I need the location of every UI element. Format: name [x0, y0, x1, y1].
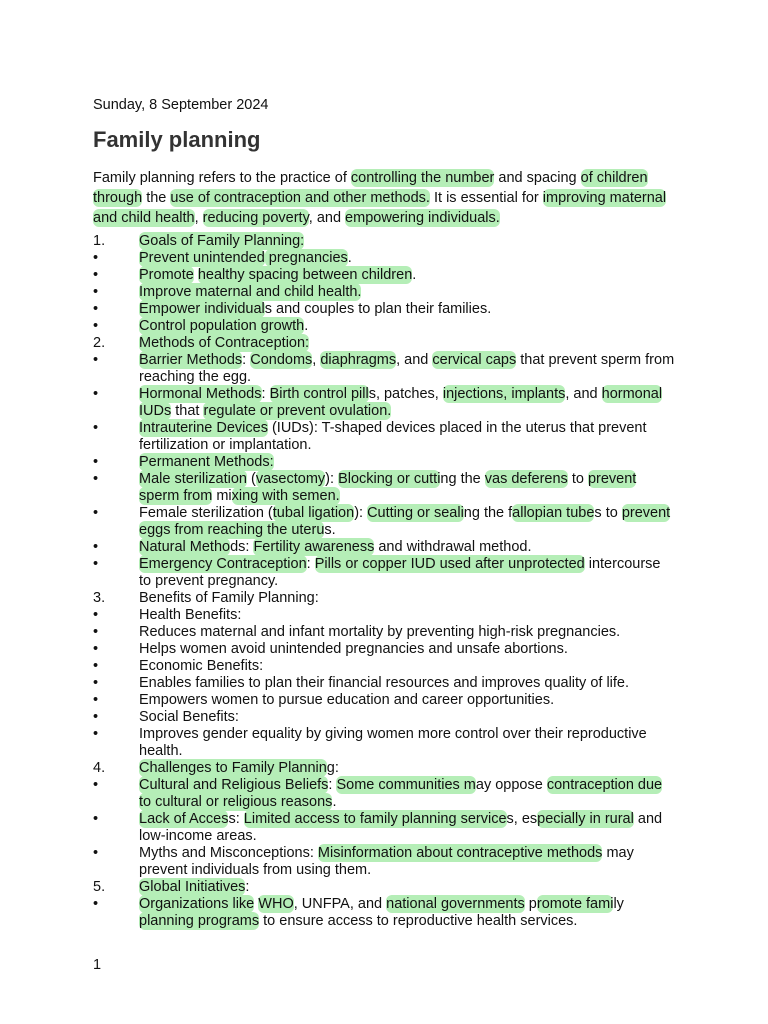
list-item	[93, 726, 675, 760]
highlighted-text: Birth control pill	[269, 386, 369, 402]
text-segment: s, patches,	[368, 386, 443, 402]
text-segment: ay oppo	[475, 777, 528, 793]
list-item	[93, 471, 675, 505]
highlighted-text: Emergency Contraception	[139, 556, 307, 572]
highlighted-text: Misinformation about contraceptive methods	[317, 845, 603, 861]
highlighted-text: tubal ligation	[272, 505, 355, 521]
text-segment: Empowers women to pursue education and career opportunities.	[139, 692, 555, 708]
text-segment: s, es	[506, 811, 538, 827]
text-segment: , UNFPA, and	[293, 896, 387, 912]
bullet-marker: •	[93, 505, 99, 521]
highlighted-text: regulate or prevent ovulation.	[203, 403, 392, 419]
highlighted-text: planning programs	[139, 913, 260, 929]
bullet-marker: •	[93, 845, 99, 861]
text-segment: .	[304, 318, 309, 334]
bullet-marker: •	[93, 692, 99, 708]
bullet-marker: •	[93, 250, 99, 266]
highlighted-text: vas deferens	[484, 471, 568, 487]
highlighted-text: reducing poverty	[202, 210, 309, 226]
highlighted-text: Barrier Methods	[139, 352, 243, 368]
highlighted-text: Intrauterine Devices	[139, 420, 268, 436]
text-segment: and withdrawal method.	[374, 539, 532, 555]
highlighted-text: healthy spacing between children	[197, 267, 413, 283]
bullet-marker: •	[93, 777, 99, 793]
text-segment: .	[412, 267, 417, 283]
bullet-marker: •	[93, 301, 99, 317]
bullet-marker: •	[93, 471, 99, 487]
bullet-marker: •	[93, 709, 99, 725]
number-marker: 4.	[93, 760, 106, 776]
highlighted-text: national governments	[386, 896, 525, 912]
list-item	[93, 777, 675, 811]
text-segment: (IUDs): T-shaped devices placed in the uterus that prevent fertilization or implantation.	[139, 420, 647, 453]
highlighted-text: improving maternal and child health	[93, 190, 667, 226]
list-item	[93, 233, 675, 250]
highlighted-text: empowering individuals.	[345, 210, 500, 226]
list-item	[93, 539, 675, 556]
highlighted-text: cervical caps	[432, 352, 517, 368]
outline-list	[93, 233, 675, 930]
text-segment: ng the f	[463, 505, 513, 521]
list-item	[93, 896, 675, 930]
text-segment: :	[242, 352, 251, 368]
text-segment: :	[261, 386, 270, 402]
highlighted-text: Empower individual	[139, 301, 265, 317]
highlighted-text: Cultural and Religious Beliefs	[139, 777, 329, 793]
text-segment: , and	[565, 386, 602, 402]
bullet-marker: •	[93, 726, 99, 742]
list-item	[93, 675, 675, 692]
text-segment: Reduces maternal and infant mortality by preventing high-risk pregnancies.	[139, 624, 621, 640]
text-segment: intercourse to prevent pregnancy.	[139, 556, 661, 589]
list-item	[93, 658, 675, 675]
number-marker: 5.	[93, 879, 106, 895]
highlighted-text: hormonal IUDs	[139, 386, 663, 419]
text-segment: Myths and Misconceptions:	[139, 845, 318, 861]
bullet-marker: •	[93, 641, 99, 657]
highlighted-text: use of contraception and other methods.	[170, 190, 430, 206]
highlighted-text: pecially in rural	[537, 811, 634, 827]
highlighted-text: Male sterilization	[139, 471, 247, 487]
intro-paragraph	[93, 168, 675, 228]
bullet-marker: •	[93, 352, 99, 368]
highlighted-text: Condoms	[250, 352, 313, 368]
list-item	[93, 420, 675, 454]
list-item	[93, 879, 675, 896]
text-segment: .	[347, 250, 352, 266]
list-item	[93, 556, 675, 590]
highlighted-text: Hormonal Methods	[139, 386, 262, 402]
bullet-marker: •	[93, 896, 99, 912]
highlighted-text: Natural Metho	[139, 539, 231, 555]
highlighted-text: allopian tube	[512, 505, 595, 521]
list-item	[93, 454, 675, 471]
text-segment: :	[328, 777, 337, 793]
highlighted-text: Blocking or cutti	[338, 471, 441, 487]
text-segment: ):	[325, 471, 339, 487]
page-number: 1	[93, 957, 102, 973]
bullet-marker: •	[93, 284, 99, 300]
list-item	[93, 624, 675, 641]
list-item	[93, 335, 675, 352]
number-marker: 3.	[93, 590, 106, 606]
text-segment: and spacing	[494, 170, 581, 186]
list-item	[93, 590, 675, 607]
highlighted-text: Challenges to Family Plannin	[139, 760, 327, 776]
highlighted-text: Pills or copper IUD used after unprotected	[314, 556, 585, 572]
text-segment: Social Benefits:	[139, 709, 239, 725]
text-segment: ,	[312, 352, 321, 368]
text-segment: g:	[326, 760, 339, 776]
highlighted-text: of children through	[93, 170, 648, 206]
text-segment: may prevent individuals from using them.	[139, 845, 634, 878]
highlighted-text: Promote	[139, 267, 194, 283]
bullet-marker: •	[93, 624, 99, 640]
list-item	[93, 811, 675, 845]
text-segment: It is essential for	[429, 190, 543, 206]
bullet-marker: •	[93, 811, 99, 827]
number-marker: 1.	[93, 233, 106, 249]
text-segment: s:	[228, 811, 244, 827]
text-segment: that	[171, 403, 204, 419]
text-segment: s and couples to plan their families.	[264, 301, 492, 317]
text-segment: s.	[324, 522, 336, 538]
bullet-marker: •	[93, 658, 99, 674]
list-item	[93, 845, 675, 879]
text-segment: Family planning refers to the practice of	[93, 170, 351, 186]
text-segment: , and	[308, 210, 346, 226]
text-segment: the	[142, 190, 171, 206]
bullet-marker: •	[93, 267, 99, 283]
highlighted-text: xing with semen.	[231, 488, 340, 504]
highlighted-text: vasectomy	[255, 471, 326, 487]
text-segment: Health Benefits:	[139, 607, 242, 623]
highlighted-text: Permanent Methods:	[139, 454, 274, 470]
list-item	[93, 267, 675, 284]
highlighted-text: Global Initiatives	[139, 879, 246, 895]
bullet-marker: •	[93, 318, 99, 334]
highlighted-text: Fertility awareness	[253, 539, 375, 555]
highlighted-text: Organizations like	[139, 896, 255, 912]
list-item	[93, 318, 675, 335]
list-item	[93, 250, 675, 267]
text-segment: ng the	[440, 471, 485, 487]
highlighted-text: Goals of Family Planning:	[139, 233, 305, 249]
highlighted-text: WHO	[258, 896, 294, 912]
text-segment: :	[306, 556, 315, 572]
text-segment: s to	[594, 505, 622, 521]
highlighted-text: Cutting or seali	[367, 505, 464, 521]
text-segment: mi	[212, 488, 232, 504]
list-item	[93, 641, 675, 658]
highlighted-text: Limited access to family planning service	[243, 811, 507, 827]
list-item	[93, 760, 675, 777]
bullet-marker: •	[93, 420, 99, 436]
text-segment: ,	[194, 210, 203, 226]
text-segment: ly	[613, 896, 624, 912]
highlighted-text: prevent eggs from reaching the uteru	[139, 505, 671, 538]
number-marker: 2.	[93, 335, 106, 351]
list-item	[93, 284, 675, 301]
highlighted-text: Methods of Contraception:	[139, 335, 310, 351]
highlighted-text: controlling the number	[350, 170, 495, 186]
text-segment: Enables families to plan their financial resources and improves quality of life.	[139, 675, 630, 691]
text-segment: ds:	[230, 539, 254, 555]
list-item	[93, 692, 675, 709]
text-segment: ):	[354, 505, 368, 521]
highlighted-text: injections, implants	[442, 386, 566, 402]
bullet-marker: •	[93, 556, 99, 572]
text-segment: se	[527, 777, 547, 793]
text-segment: to ensure access to reproductive health services.	[259, 913, 578, 929]
text-segment: :	[245, 879, 250, 895]
highlighted-text: Lack of Acces	[139, 811, 229, 827]
text-segment: (	[247, 471, 256, 487]
bullet-marker: •	[93, 607, 99, 623]
text-segment: p	[524, 896, 537, 912]
text-segment: .	[332, 794, 337, 810]
list-item	[93, 386, 675, 420]
text-segment: , and	[396, 352, 433, 368]
list-item	[93, 505, 675, 539]
highlighted-text: Control population growth	[139, 318, 305, 334]
bullet-marker: •	[93, 386, 99, 402]
list-item	[93, 607, 675, 624]
text-segment: to	[567, 471, 588, 487]
highlighted-text: prevent sperm from	[139, 471, 637, 504]
document-title: Family planning	[93, 127, 261, 152]
list-item	[93, 709, 675, 726]
highlighted-text: Prevent unintended	[139, 250, 265, 266]
document-date: Sunday, 8 September 2024	[93, 97, 269, 113]
text-segment: Improves gender equality by giving women more control over their reproductive health.	[139, 726, 647, 759]
text-segment: Helps women avoid unintended pregnancies and unsafe abortions.	[139, 641, 568, 657]
list-item	[93, 352, 675, 386]
highlighted-text: diaphragms	[320, 352, 397, 368]
list-item	[93, 301, 675, 318]
highlighted-text: romote fami	[536, 896, 614, 912]
text-segment: that prevent sperm from reaching the egg.	[139, 352, 675, 385]
bullet-marker: •	[93, 675, 99, 691]
text-segment: Economic Benefits:	[139, 658, 264, 674]
text-segment: Female sterilization (	[139, 505, 273, 521]
highlighted-text: contraception due to cultural or religious reasons	[139, 777, 663, 810]
bullet-marker: •	[93, 539, 99, 555]
highlighted-text: pregnancies	[264, 250, 348, 266]
bullet-marker: •	[93, 454, 99, 470]
text-segment: Benefits of Family Planning:	[139, 590, 319, 606]
text-segment: and low-income areas.	[139, 811, 663, 844]
highlighted-text: Improve maternal and child health.	[139, 284, 362, 300]
highlighted-text: Some communities m	[336, 777, 476, 793]
